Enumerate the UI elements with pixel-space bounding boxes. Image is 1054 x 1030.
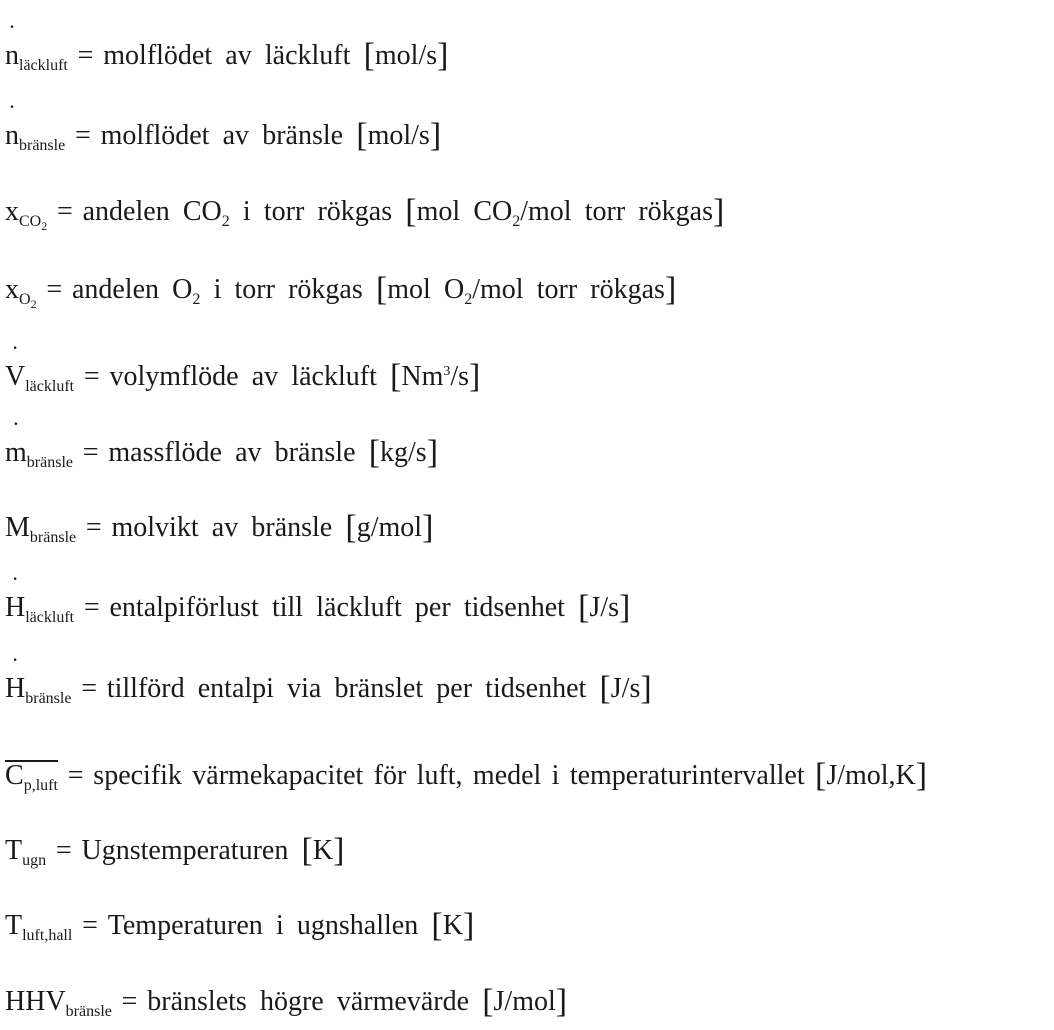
subscript: bränsle <box>19 137 66 154</box>
definition-v-lackluft: · $V_{läckluft}$ = volymflöde av läckluft [Nm$^3$/s] <box>5 354 480 405</box>
definition-text: specifik värmekapacitet för luft, medel i temperaturintervallet <box>93 760 805 791</box>
x-symbol: x <box>5 196 19 227</box>
unit: mol/s <box>367 120 430 151</box>
definition-n-lackluft: · $n_{läckluft}$ = molflödet av läckluft [mol/s] <box>5 38 448 84</box>
equals-sign: = <box>83 361 100 392</box>
equals-sign: = <box>67 760 84 791</box>
t-symbol: T <box>5 910 23 941</box>
v-dot-symbol: · V <box>5 359 25 395</box>
definition-text: Ugnstemperaturen <box>81 835 289 866</box>
equals-sign: = <box>121 986 138 1017</box>
equals-sign: = <box>57 196 73 227</box>
unit: kg/s <box>380 437 427 468</box>
unit: Nm$^3$/s <box>401 361 470 392</box>
m-symbol: M <box>5 512 30 543</box>
equals-sign: = <box>46 274 63 305</box>
definition-molvikt-bransle: $M_{bränsle}$ = molvikt av bränsle [g/mol] <box>5 509 434 546</box>
subscript: bränsle <box>65 1003 112 1020</box>
definition-text: molflödet av läckluft <box>103 40 351 71</box>
definition-x-co2: $x_{CO_2}$ = andelen $CO_2$ i torr rökgas [mol $CO_2$/mol torr rökgas] <box>5 193 725 233</box>
h-dot-symbol: · H <box>5 590 25 626</box>
definition-text: tillförd entalpi via bränslet per tidsenhet <box>106 673 587 704</box>
subscript: bränsle <box>29 529 77 546</box>
equals-sign: = <box>77 40 94 71</box>
definition-text: bränslets högre värmevärde <box>147 986 470 1017</box>
equals-sign: = <box>82 910 98 941</box>
unit: mol $CO_2$/mol torr rökgas <box>416 196 713 230</box>
definition-text: Temperaturen i ugnshallen <box>107 910 419 941</box>
subscript: bränsle <box>26 454 73 471</box>
t-symbol: T <box>5 835 23 866</box>
definition-n-bransle: · $n_{bränsle}$ = molflödet av bränsle [mol/s] <box>5 118 441 164</box>
equals-sign: = <box>83 592 100 623</box>
subscript: luft,hall <box>22 927 73 944</box>
equals-sign: = <box>55 835 72 866</box>
definition-m-bransle: · $m_{bränsle}$ = massflöde av bränsle [kg/s] <box>5 435 438 481</box>
definition-text: entalpiförlust till läckluft per tidsenhet <box>109 592 565 623</box>
definition-hhv-bransle: $HHV_{bränsle}$ = bränslets högre värmevärde [J/mol] <box>5 983 568 1020</box>
definition-text: andelen $CO_2$ i torr rökgas <box>82 196 393 230</box>
definition-h-lackluft: · $H_{läckluft}$ = entalpiförlust till läckluft per tidsenhet [J/s] <box>5 590 630 636</box>
subscript: läckluft <box>25 609 75 626</box>
x-symbol: x <box>5 274 19 305</box>
unit: J/s <box>589 592 619 623</box>
definition-text: molvikt av bränsle <box>111 512 333 543</box>
subscript: läckluft <box>19 57 68 74</box>
unit: mol $O_2$/mol torr rökgas <box>387 274 665 308</box>
definition-x-o2: $x_{O_2}$ = andelen $O_2$ i torr rökgas [mol $O_2$/mol torr rökgas] <box>5 271 677 311</box>
subscript: läckluft <box>25 378 75 395</box>
unit: J/s <box>610 673 641 704</box>
equals-sign: = <box>85 512 102 543</box>
subscript: p,luft <box>23 777 58 794</box>
unit: J/mol <box>493 986 556 1017</box>
m-dot-symbol: · m <box>5 435 27 471</box>
unit: g/mol <box>356 512 423 543</box>
n-dot-symbol: · n <box>5 118 19 154</box>
definition-cp-luft: $C_{p,luft}$ = specifik värmekapacitet för luft, medel i temperaturintervallet [J/mol,K] <box>5 758 927 799</box>
subscript: CO2 <box>19 213 48 233</box>
definition-text: molflödet av bränsle <box>100 120 344 151</box>
cp-mean-symbol: $C_{p,luft}$ <box>5 760 58 799</box>
subscript: ugn <box>22 852 47 869</box>
unit: mol/s <box>374 40 438 71</box>
unit: K <box>312 835 334 866</box>
definition-text: volymflöde av läckluft <box>109 361 377 392</box>
n-dot-symbol: · n <box>5 38 19 74</box>
definition-t-ugn: $T_{ugn}$ = Ugnstemperaturen [K] <box>5 832 345 869</box>
subscript: O2 <box>19 291 37 311</box>
unit: K <box>442 910 463 941</box>
definition-h-bransle: · $H_{bränsle}$ = tillförd entalpi via bränslet per tidsenhet [J/s] <box>5 671 652 717</box>
equals-sign: = <box>75 120 91 151</box>
definition-text: andelen $O_2$ i torr rökgas <box>71 274 363 308</box>
h-dot-symbol: · H <box>5 671 25 707</box>
equals-sign: = <box>82 437 99 468</box>
subscript: bränsle <box>25 690 72 707</box>
equals-sign: = <box>81 673 98 704</box>
definition-t-luft-hall: $T_{luft,hall}$ = Temperaturen i ugnshallen [K] <box>5 907 475 944</box>
hhv-symbol: HHV <box>5 986 66 1017</box>
unit: J/mol,K <box>826 760 916 791</box>
definition-text: massflöde av bränsle <box>108 437 356 468</box>
